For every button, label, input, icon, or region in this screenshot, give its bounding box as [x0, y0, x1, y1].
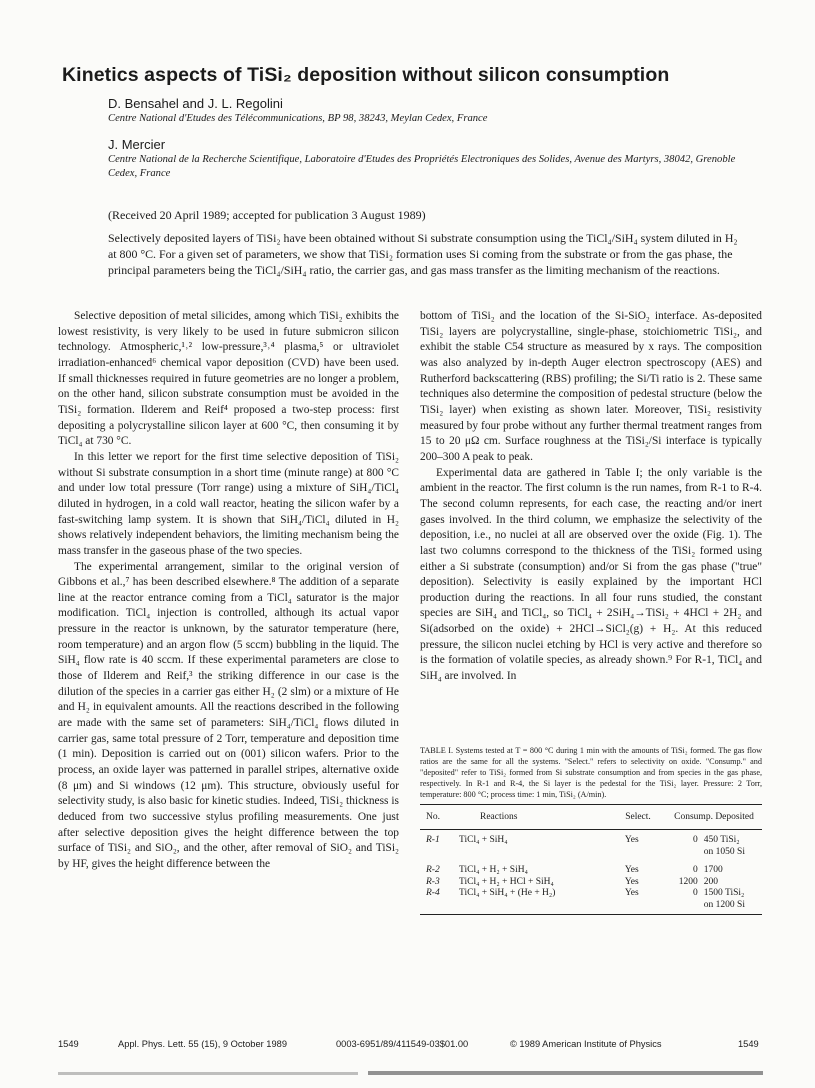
deposited-line1: 450 TiSi₂: [703, 835, 740, 845]
table-row: [420, 888, 762, 911]
body-column-left: [58, 309, 399, 873]
deposited-line2: on 1200 Si: [703, 899, 745, 910]
header-no: No.: [426, 812, 440, 822]
cell-select: Yes: [624, 835, 639, 845]
copyright-notice: © 1989 American Institute of Physics: [510, 1039, 662, 1049]
table-row: [420, 835, 762, 858]
cell-consump: 0: [693, 865, 698, 875]
header-select: Select.: [625, 812, 651, 822]
page-number-right: 1549: [738, 1039, 759, 1049]
deposited-line1: 1500 TiSi₂: [703, 888, 745, 898]
data-table: [420, 804, 762, 915]
journal-citation: Appl. Phys. Lett. 55 (15), 9 October 1989: [118, 1039, 287, 1049]
paragraph: Experimental data are gathered in Table I; the only variable is the ambient in the reactor. The first column is the run names, from R-1 to R-4. The second column represents, for each case, the reacting and/or inert gases involved. In the third column, we emphasize the selectivity of the deposition, i.e., no nuclei at all are observed over the oxide (Fig. 1). The last two columns correspond to the thickness of the TiSi₂ formed using either a Si substrate (consumption) and/or Si from the gas phase ("true" deposition). Selectivity is easily explained by the important HCl production during the reactions. In all four runs studied, the constant species are SiH₄ and TiCl₄, so TiCl₄ + 2SiH₄→TiSi₂ + 4HCl + 2H₂ and Si(adsorbed on the oxide) + 2HCl→SiCl₂(g) + H₂. At this reduced pressure, the silicon nuclei etching by HCl is very active and therefore so is the formation of volatile species, as already shown.⁹ For R-1, TiCl₄ and SiH₄ are involved. In: [420, 466, 762, 683]
paper-title: Kinetics aspects of TiSi₂ deposition without silicon consumption: [62, 64, 670, 86]
cell-no: R-4: [426, 888, 440, 898]
article-code: 0003-6951/89/411549-03$01.00: [336, 1039, 469, 1049]
header-reactions: Reactions: [480, 812, 518, 822]
cell-deposited: [698, 835, 762, 858]
cell-select: Yes: [624, 888, 639, 898]
received-dates: (Received 20 April 1989; accepted for publication 3 August 1989): [108, 208, 426, 222]
table-body: [420, 830, 762, 914]
paragraph: bottom of TiSi₂ and the location of the Si-SiO₂ interface. As-deposited TiSi₂ layers are polycrystalline, single-phase, stoichiometric TiSi₂, and exhibit the stable C54 structure as measured by x rays. The composition was also analyzed by in-depth Auger electron spectroscopy (AES) and Rutherford backscattering (RBS) profiling; the Si/Ti ratio is 2. These same techniques also determine the composition of pedestal structure (below the TiSi₂ layer) when existing as shown later. Moreover, TiSi₂ resistivity measured by four probe without any further thermal treatment ranges from 15 to 20 μΩ cm. Surface roughness at the TiSi₂/Si interface is typically 200–300 A peak to peak.: [420, 310, 762, 463]
cell-consump: 0: [693, 888, 698, 898]
paragraph: In this letter we report for the first time selective deposition of TiSi₂ without Si substrate consumption in a short time (minute range) at 800 °C and under low total pressure (Torr range) using a mixture of SiH₄/TiCl₄ diluted in hydrogen, in a cold wall reactor, heating the silicon wafer by a fast-switching lamp system. It is shown that SiH₄/TiCl₄ diluted in H₂ shows relatively independent behaviors, the limiting mechanism being the mass transfer in the gaseous phase of the two species.: [58, 450, 399, 557]
footer-rule-right: [368, 1071, 763, 1075]
paragraph: The experimental arrangement, similar to the original version of Gibbons et al.,⁷ has been described elsewhere.⁸ The addition of a separate line at the reactor entrance coming from a TiCl₄ saturator is the major modification. TiCl₄ injection is controlled, although its actual vapor pressure in the reactor is unknown, by the saturator temperature (here, room temperature) and an argon flow (5 sccm) bubbling in the liquid. The SiH₄ flow rate is 40 sccm. If these experimental parameters are close to those of Ilderem and Reif,³ the striking difference in our case is the dilution of the species in a carrier gas either H₂ (2 slm) or a mixture of He and H₂ in equivalent amounts. All the reactions described in the following are made with the same set of parameters: SiH₄/TiCl₄ flows diluted in carrier gas, same total pressure of 2 Torr, temperature and deposition time (1 min). Deposition is carried out on (001) silicon wafers. Prior to the process, an oxide layer was patterned in parallel stripes, alternative oxide (8 μm) and Si windows (12 μm). This structure, obviously useful for selectivity study, is also basic for kinetic studies. Indeed, TiSi₂ thickness is deduced from two successive stylus profiling measurements. One just after selective deposition gives the height difference between the top surface of TiSi₂ and SiO₂, and the other, after removal of SiO₂ and TiSi₂ by HF, gives the height difference between the: [58, 560, 399, 870]
paragraph: Selective deposition of metal silicides, among which TiSi₂ exhibits the lowest resistivity, is very likely to be used in future submicron silicon technology. Atmospheric,¹˒² low-pressure,³˒⁴ plasma,⁵ or ultraviolet irradiation-enhanced⁶ chemical vapor deposition (CVD) have been used. If small thicknesses required in future geometries are no longer a problem, on the other hand, silicon substrate consumption must be avoided in the TiSi₂ formation. Ilderem and Reif⁴ proposed a two-step process: first depositing a polycrystalline silicon layer at 600 °C, then consuming it by TiCl₄ at 730 °C.: [58, 310, 399, 448]
table-row: [420, 865, 762, 877]
cell-deposited: 200: [703, 876, 719, 887]
cell-deposited: [698, 888, 762, 911]
deposited-line2: on 1050 Si: [703, 846, 745, 857]
table-header-row: [420, 805, 762, 830]
abstract: Selectively deposited layers of TiSi₂ have been obtained without Si substrate consumption using the TiCl₄/SiH₄ system diluted in H₂ at 800 °C. For a given set of parameters, we show that TiSi₂ formation uses Si coming from the substrate or from the gas phase, the principal parameters being the TiCl₄/SiH₄ ratio, the carrier gas, and gas mass transfer as the limiting mechanism of the reactions.: [108, 231, 738, 277]
body-column-right: [420, 309, 762, 685]
authors-second: J. Mercier: [108, 137, 166, 152]
table-caption: TABLE I. Systems tested at T = 800 °C during 1 min with the amounts of TiSi₂ formed. The gas flow ratios are the same for all the systems. "Select." refers to selectivity on oxide. "Consump." and "deposited" refer to TiSi₂ formed from Si substrate consumption and from species in the gas phase, respectively. In R-1 and R-4, the Si layer is the pedestal for the TiSi₂ layer. Pressure: 2 Torr, temperature: 800 °C; process time: 1 min, TiSi₂ (A/min).: [420, 746, 762, 799]
cell-reaction: TiCl₄ + SiH₄ + (He + H₂): [459, 888, 556, 898]
table-row: [420, 877, 762, 889]
cell-no: R-3: [426, 876, 440, 887]
cell-consump: 1200: [678, 876, 698, 887]
page-number-left: 1549: [58, 1039, 79, 1049]
cell-consump: 0: [693, 835, 698, 845]
cell-select: Yes: [624, 865, 639, 875]
cell-no: R-2: [426, 865, 440, 875]
footer-rule-left: [58, 1072, 358, 1075]
affiliation-second: Centre National de la Recherche Scientifique, Laboratoire d'Etudes des Propriétés Electroniques des Solides, Avenue des Martyrs, 38042, Grenoble Cedex, France: [108, 154, 736, 179]
authors-first: D. Bensahel and J. L. Regolini: [108, 96, 283, 111]
cell-reaction: TiCl₄ + H₂ + SiH₄: [459, 865, 528, 875]
cell-deposited: 1700: [703, 865, 723, 875]
header-consump-deposited: Consump. Deposited: [674, 812, 754, 822]
cell-reaction: TiCl₄ + SiH₄: [459, 835, 508, 845]
cell-reaction: TiCl₄ + H₂ + HCl + SiH₄: [459, 876, 554, 887]
affiliation-first: Centre National d'Etudes des Télécommunications, BP 98, 38243, Meylan Cedex, France: [108, 113, 488, 124]
cell-select: Yes: [624, 876, 639, 887]
cell-no: R-1: [426, 835, 440, 845]
